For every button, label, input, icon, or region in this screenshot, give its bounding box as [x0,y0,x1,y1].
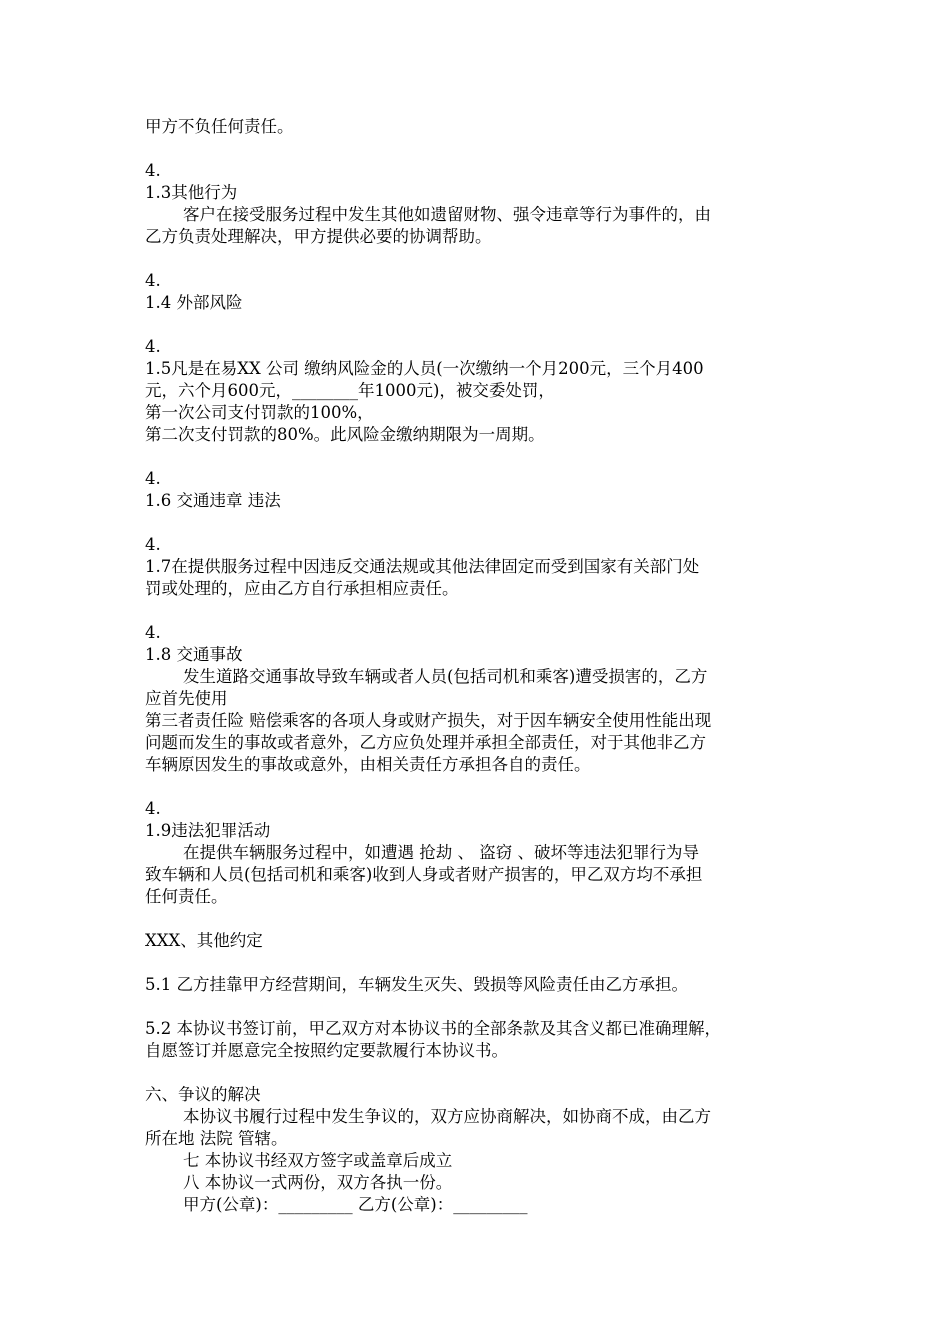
text-line: 第一次公司支付罚款的100%， [145,403,374,422]
text-line: 5.2 本协议书签订前，甲乙双方对本协议书的全部条款及其含义都已准确理解， [145,1019,721,1038]
section-number: 4. [145,623,161,642]
text-line: 七 本协议书经双方签字或盖章后成立 [183,1151,453,1170]
section-number: 4. [145,535,161,554]
text-line: 自愿签订并愿意完全按照约定要款履行本协议书。 [145,1041,508,1060]
text-line: 第三者责任险 赔偿乘客的各项人身或财产损失，对于因车辆安全使用性能出现 [145,711,712,730]
section-heading: 1.6 交通违章 违法 [145,491,281,510]
text-line: 应首先使用 [145,689,228,708]
text-line: 第二次支付罚款的80%。此风险金缴纳期限为一周期。 [145,425,545,444]
text-line: 本协议书履行过程中发生争议的，双方应协商解决，如协商不成，由乙方 [183,1107,711,1126]
text-line: 5.1 乙方挂靠甲方经营期间，车辆发生灭失、毁损等风险责任由乙方承担。 [145,975,688,994]
text-line: 乙方负责处理解决，甲方提供必要的协调帮助。 [145,227,492,246]
text-line: 车辆原因发生的事故或意外，由相关责任方承担各自的责任。 [145,755,591,774]
section-heading: 1.4 外部风险 [145,293,243,312]
text-line: 发生道路交通事故导致车辆或者人员(包括司机和乘客)遭受损害的，乙方 [183,667,708,686]
text-line: 元，六个月600元，________年1000元)，被交委处罚， [145,381,555,400]
section-heading: 1.9违法犯罪活动 [145,821,271,840]
section-number: 4. [145,271,161,290]
section-number: 4. [145,161,161,180]
section-heading: 六、争议的解决 [145,1085,261,1104]
text-line: 所在地 法院 管辖。 [145,1129,288,1148]
text-line: 1.7在提供服务过程中因违反交通法规或其他法律固定而受到国家有关部门处 [145,557,700,576]
text-line: 客户在接受服务过程中发生其他如遗留财物、强令违章等行为事件的，由 [183,205,711,224]
section-number: 4. [145,799,161,818]
section-heading: 1.8 交通事故 [145,645,243,664]
signature-line: 甲方(公章)：_________ 乙方(公章)：_________ [183,1195,528,1214]
text-line: 任何责任。 [145,887,228,906]
section-heading: 1.3其他行为 [145,183,238,202]
section-number: 4. [145,469,161,488]
text-line: 八 本协议一式两份，双方各执一份。 [183,1173,453,1192]
text-line: 致车辆和人员(包括司机和乘客)收到人身或者财产损害的，甲乙双方均不承担 [145,865,703,884]
text-line: 1.5凡是在易XX 公司 缴纳风险金的人员(一次缴纳一个月200元，三个月400 [145,359,704,378]
text-line: 甲方不负任何责任。 [145,117,294,136]
text-line: 问题而发生的事故或者意外，乙方应负处理并承担全部责任，对于其他非乙方 [145,733,706,752]
text-line: 在提供车辆服务过程中，如遭遇 抢劫 、 盗窃 、破坏等违法犯罪行为导 [183,843,699,862]
text-line: 罚或处理的，应由乙方自行承担相应责任。 [145,579,459,598]
section-heading: XXX、其他约定 [145,931,263,950]
section-number: 4. [145,337,161,356]
